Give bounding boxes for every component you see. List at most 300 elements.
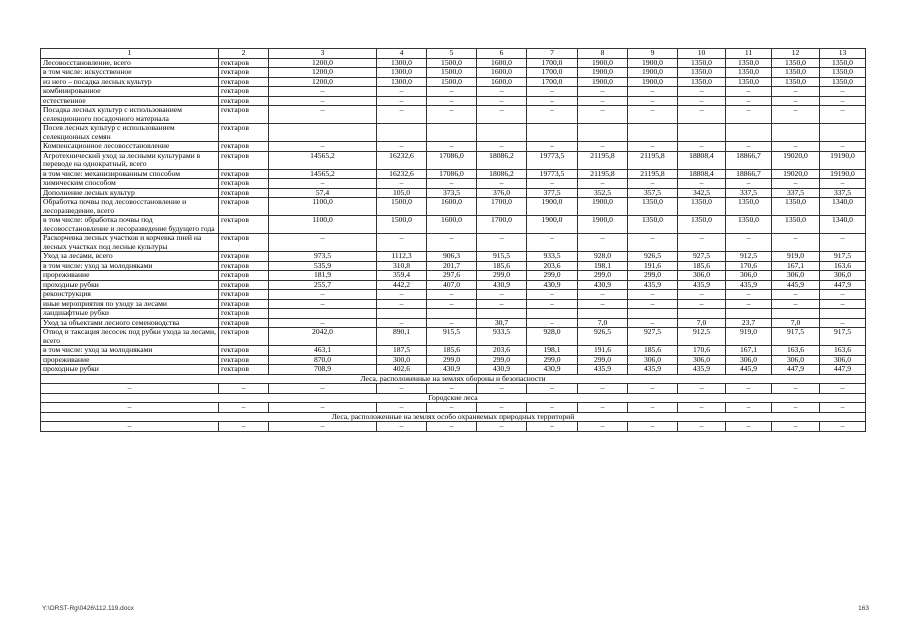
value-cell: 463,1 — [269, 346, 377, 356]
value-cell: 1900,0 — [527, 216, 578, 234]
value-cell: 19190,0 — [820, 151, 866, 169]
value-cell: 1900,0 — [628, 68, 678, 78]
value-cell: 1350,0 — [726, 68, 772, 78]
value-cell: 435,9 — [578, 365, 628, 375]
value-cell: – — [527, 96, 578, 106]
value-cell — [726, 309, 772, 319]
table-row — [41, 422, 866, 432]
value-cell: 1300,0 — [377, 77, 427, 87]
table-row — [41, 280, 866, 290]
value-cell: – — [820, 234, 866, 252]
value-cell: 917,5 — [820, 252, 866, 262]
value-cell: – — [377, 299, 427, 309]
row-label: Агротехнический уход за лесными культурами в переводе на однократный, всего — [41, 151, 219, 169]
table-row — [41, 309, 866, 319]
section-title-row — [41, 412, 866, 422]
table-row — [41, 261, 866, 271]
table-row — [41, 96, 866, 106]
value-cell: – — [820, 318, 866, 328]
value-cell: – — [427, 142, 477, 152]
value-cell: – — [726, 299, 772, 309]
value-cell: 1900,0 — [578, 216, 628, 234]
value-cell: – — [726, 179, 772, 189]
row-unit: гектаров — [219, 87, 269, 97]
row-label: Лесовосстановление, всего — [41, 58, 219, 68]
value-cell: 1350,0 — [678, 68, 726, 78]
value-cell: 435,9 — [726, 280, 772, 290]
value-cell: – — [377, 96, 427, 106]
value-cell: 299,0 — [628, 271, 678, 281]
row-label: в том числе: механизированным способом — [41, 169, 219, 179]
row-unit: гектаров — [219, 234, 269, 252]
value-cell: 373,5 — [427, 188, 477, 198]
row-label: Отвод и таксация лесосек под рубки ухода за лесами, всего — [41, 328, 219, 346]
column-number: 11 — [726, 49, 772, 59]
row-label: иные мероприятия по уходу за лесами — [41, 299, 219, 309]
value-cell: 18866,7 — [726, 169, 772, 179]
value-cell: 377,5 — [527, 188, 578, 198]
value-cell: – — [377, 384, 427, 394]
value-cell: 21195,8 — [628, 151, 678, 169]
value-cell: – — [820, 299, 866, 309]
value-cell: 1350,0 — [820, 77, 866, 87]
value-cell: – — [527, 87, 578, 97]
value-cell: 1500,0 — [377, 198, 427, 216]
section-title: Леса, расположенные на землях особо охраняемых природных территорий — [41, 412, 866, 422]
value-cell: 23,7 — [726, 318, 772, 328]
value-cell: 535,9 — [269, 261, 377, 271]
value-cell — [726, 124, 772, 142]
value-cell: – — [628, 234, 678, 252]
row-unit: гектаров — [219, 188, 269, 198]
value-cell: 18086,2 — [477, 169, 527, 179]
value-cell — [477, 309, 527, 319]
row-unit: гектаров — [219, 142, 269, 152]
value-cell: 300,0 — [377, 355, 427, 365]
column-number: 1 — [41, 49, 219, 59]
value-cell: 19773,5 — [527, 151, 578, 169]
section-title: Леса, расположенные на землях обороны и безопасности — [41, 374, 866, 384]
value-cell: 163,6 — [820, 346, 866, 356]
value-cell: 299,0 — [477, 271, 527, 281]
value-cell: – — [219, 422, 269, 432]
value-cell: 306,0 — [772, 355, 820, 365]
row-unit: гектаров — [219, 355, 269, 365]
row-label: ландшафтные рубки — [41, 309, 219, 319]
value-cell: 1112,3 — [377, 252, 427, 262]
table-row — [41, 365, 866, 375]
value-cell — [427, 124, 477, 142]
value-cell: 1350,0 — [678, 77, 726, 87]
value-cell: 19020,0 — [772, 169, 820, 179]
value-cell: 1200,0 — [269, 58, 377, 68]
value-cell: – — [628, 106, 678, 124]
value-cell: – — [628, 142, 678, 152]
row-unit: гектаров — [219, 328, 269, 346]
value-cell: – — [578, 106, 628, 124]
value-cell: – — [820, 422, 866, 432]
value-cell: 1900,0 — [628, 58, 678, 68]
value-cell: – — [377, 142, 427, 152]
value-cell — [527, 309, 578, 319]
column-number: 6 — [477, 49, 527, 59]
value-cell — [678, 124, 726, 142]
value-cell: 30,7 — [477, 318, 527, 328]
table-row — [41, 124, 866, 142]
column-number: 5 — [427, 49, 477, 59]
value-cell: – — [377, 179, 427, 189]
value-cell: 306,0 — [726, 355, 772, 365]
value-cell: 181,9 — [269, 271, 377, 281]
row-unit: гектаров — [219, 365, 269, 375]
value-cell — [628, 124, 678, 142]
value-cell — [772, 309, 820, 319]
row-label: в том числе: уход за молодняками — [41, 261, 219, 271]
value-cell — [578, 124, 628, 142]
table-row — [41, 106, 866, 124]
value-cell: 163,6 — [772, 346, 820, 356]
value-cell: 201,7 — [427, 261, 477, 271]
value-cell: 430,9 — [477, 365, 527, 375]
value-cell: – — [578, 384, 628, 394]
table-row — [41, 179, 866, 189]
row-label: проходные рубки — [41, 365, 219, 375]
value-cell: 191,6 — [628, 261, 678, 271]
value-cell: 917,5 — [772, 328, 820, 346]
page-number: 163 — [858, 605, 869, 612]
value-cell: 1500,0 — [427, 77, 477, 87]
value-cell: 7,0 — [678, 318, 726, 328]
value-cell: 185,6 — [477, 261, 527, 271]
value-cell: – — [377, 106, 427, 124]
value-cell: – — [477, 403, 527, 413]
value-cell: 933,5 — [477, 328, 527, 346]
value-cell: 185,6 — [427, 346, 477, 356]
value-cell: – — [628, 96, 678, 106]
column-number: 3 — [269, 49, 377, 59]
value-cell: – — [628, 422, 678, 432]
value-cell: – — [678, 299, 726, 309]
table-row — [41, 328, 866, 346]
value-cell: – — [678, 403, 726, 413]
value-cell: 17086,0 — [427, 151, 477, 169]
value-cell: – — [726, 290, 772, 300]
value-cell: 933,5 — [527, 252, 578, 262]
value-cell: 306,0 — [628, 355, 678, 365]
column-number: 10 — [678, 49, 726, 59]
value-cell: – — [269, 96, 377, 106]
footer-file-path: Y:\ORST-Rg\0426\112.119.docx — [42, 605, 134, 612]
value-cell: – — [427, 234, 477, 252]
table-row — [41, 68, 866, 78]
value-cell: – — [527, 422, 578, 432]
row-label: прореживание — [41, 355, 219, 365]
value-cell: – — [772, 403, 820, 413]
value-cell: 430,9 — [578, 280, 628, 290]
value-cell: – — [427, 290, 477, 300]
row-label: химическим способом — [41, 179, 219, 189]
value-cell: – — [527, 384, 578, 394]
row-unit: гектаров — [219, 252, 269, 262]
value-cell: 430,9 — [527, 365, 578, 375]
value-cell: 310,8 — [377, 261, 427, 271]
value-cell: 1350,0 — [772, 68, 820, 78]
value-cell: – — [269, 403, 377, 413]
value-cell: 1700,0 — [477, 216, 527, 234]
value-cell: 7,0 — [772, 318, 820, 328]
row-unit: гектаров — [219, 216, 269, 234]
value-cell: – — [726, 384, 772, 394]
value-cell: – — [726, 87, 772, 97]
table-row — [41, 355, 866, 365]
value-cell: – — [820, 403, 866, 413]
value-cell: 1700,0 — [527, 77, 578, 87]
value-cell: – — [628, 87, 678, 97]
value-cell: 708,9 — [269, 365, 377, 375]
row-unit: гектаров — [219, 179, 269, 189]
value-cell: – — [820, 179, 866, 189]
value-cell: – — [820, 96, 866, 106]
value-cell: – — [269, 422, 377, 432]
row-label: в том числе: уход за молодняками — [41, 346, 219, 356]
table-row — [41, 346, 866, 356]
row-label: комбинированное — [41, 87, 219, 97]
value-cell: 18866,7 — [726, 151, 772, 169]
table-row — [41, 318, 866, 328]
value-cell: 407,0 — [427, 280, 477, 290]
value-cell: 16232,6 — [377, 151, 427, 169]
value-cell: – — [527, 179, 578, 189]
value-cell: – — [269, 142, 377, 152]
value-cell: 1700,0 — [477, 198, 527, 216]
value-cell: 447,9 — [820, 365, 866, 375]
value-cell: 1350,0 — [628, 198, 678, 216]
value-cell: 7,0 — [578, 318, 628, 328]
value-cell: – — [527, 290, 578, 300]
value-cell: 447,9 — [772, 365, 820, 375]
value-cell: – — [269, 384, 377, 394]
row-label: реконструкция — [41, 290, 219, 300]
value-cell: 430,9 — [527, 280, 578, 290]
value-cell: 1600,0 — [427, 216, 477, 234]
value-cell: – — [427, 106, 477, 124]
value-cell: 306,0 — [820, 355, 866, 365]
value-cell: – — [678, 179, 726, 189]
value-cell: – — [628, 299, 678, 309]
value-cell: 442,2 — [377, 280, 427, 290]
value-cell: 1500,0 — [377, 216, 427, 234]
value-cell: 430,9 — [477, 280, 527, 290]
table-row — [41, 188, 866, 198]
value-cell: 1500,0 — [427, 58, 477, 68]
value-cell: 1100,0 — [269, 216, 377, 234]
value-cell: – — [628, 318, 678, 328]
value-cell: 299,0 — [427, 355, 477, 365]
value-cell: 430,9 — [427, 365, 477, 375]
row-label: Дополнение лесных культур — [41, 188, 219, 198]
table-row — [41, 384, 866, 394]
value-cell: – — [269, 290, 377, 300]
value-cell: 928,0 — [527, 328, 578, 346]
row-unit: гектаров — [219, 77, 269, 87]
value-cell: 1100,0 — [269, 198, 377, 216]
value-cell: 1900,0 — [578, 77, 628, 87]
value-cell: 306,0 — [772, 271, 820, 281]
value-cell: – — [427, 384, 477, 394]
value-cell: 14565,2 — [269, 169, 377, 179]
value-cell: 299,0 — [527, 355, 578, 365]
column-number: 8 — [578, 49, 628, 59]
value-cell: – — [628, 384, 678, 394]
value-cell — [678, 309, 726, 319]
value-cell — [477, 124, 527, 142]
value-cell: – — [772, 87, 820, 97]
value-cell: 928,0 — [578, 252, 628, 262]
value-cell: 306,0 — [678, 271, 726, 281]
value-cell: – — [427, 96, 477, 106]
value-cell: – — [772, 299, 820, 309]
value-cell: 352,5 — [578, 188, 628, 198]
value-cell: 16232,6 — [377, 169, 427, 179]
value-cell: – — [772, 290, 820, 300]
value-cell: – — [269, 234, 377, 252]
value-cell: 299,0 — [477, 355, 527, 365]
value-cell: – — [578, 422, 628, 432]
value-cell: – — [427, 422, 477, 432]
row-unit: гектаров — [219, 96, 269, 106]
value-cell: 1350,0 — [678, 198, 726, 216]
value-cell: – — [772, 179, 820, 189]
value-cell: 1900,0 — [578, 58, 628, 68]
value-cell: 435,9 — [628, 280, 678, 290]
value-cell: – — [41, 384, 219, 394]
value-cell: 1300,0 — [377, 68, 427, 78]
value-cell: – — [772, 142, 820, 152]
value-cell: – — [578, 299, 628, 309]
value-cell: 447,9 — [820, 280, 866, 290]
row-label: естественное — [41, 96, 219, 106]
value-cell: – — [477, 87, 527, 97]
value-cell — [578, 309, 628, 319]
value-cell: – — [578, 234, 628, 252]
table-row — [41, 216, 866, 234]
value-cell: – — [628, 403, 678, 413]
value-cell: 185,6 — [678, 261, 726, 271]
value-cell: 342,5 — [678, 188, 726, 198]
value-cell: 926,5 — [628, 252, 678, 262]
value-cell: 906,3 — [427, 252, 477, 262]
value-cell: – — [377, 403, 427, 413]
value-cell: 1350,0 — [726, 58, 772, 68]
table-row — [41, 151, 866, 169]
value-cell: 1350,0 — [628, 216, 678, 234]
table-row — [41, 299, 866, 309]
value-cell: – — [772, 422, 820, 432]
row-unit: гектаров — [219, 68, 269, 78]
value-cell: – — [41, 403, 219, 413]
value-cell: – — [427, 179, 477, 189]
value-cell: – — [477, 422, 527, 432]
value-cell: – — [726, 403, 772, 413]
value-cell: – — [427, 299, 477, 309]
row-unit: гектаров — [219, 299, 269, 309]
value-cell: – — [820, 290, 866, 300]
value-cell: 19020,0 — [772, 151, 820, 169]
value-cell: 18808,4 — [678, 151, 726, 169]
value-cell: 1300,0 — [377, 58, 427, 68]
value-cell: 1350,0 — [772, 198, 820, 216]
value-cell: 1350,0 — [772, 216, 820, 234]
value-cell: 18086,2 — [477, 151, 527, 169]
value-cell: 1900,0 — [628, 77, 678, 87]
value-cell: 1600,0 — [477, 58, 527, 68]
value-cell: – — [678, 234, 726, 252]
value-cell: 170,6 — [678, 346, 726, 356]
value-cell: 18808,4 — [678, 169, 726, 179]
value-cell: 337,5 — [772, 188, 820, 198]
row-unit: гектаров — [219, 124, 269, 142]
table-row — [41, 87, 866, 97]
value-cell: 1900,0 — [578, 198, 628, 216]
value-cell: – — [41, 422, 219, 432]
section-title-row — [41, 374, 866, 384]
value-cell: – — [678, 87, 726, 97]
value-cell — [820, 309, 866, 319]
value-cell: 163,6 — [820, 261, 866, 271]
value-cell: 1600,0 — [477, 77, 527, 87]
table-row — [41, 58, 866, 68]
value-cell: – — [427, 87, 477, 97]
value-cell: 1900,0 — [527, 198, 578, 216]
table-row — [41, 290, 866, 300]
value-cell: 1340,0 — [820, 198, 866, 216]
value-cell: – — [678, 290, 726, 300]
value-cell: 203,6 — [477, 346, 527, 356]
row-label: Уход за объектами лесного семеноводства — [41, 318, 219, 328]
value-cell: 191,6 — [578, 346, 628, 356]
value-cell: – — [377, 234, 427, 252]
value-cell: – — [477, 142, 527, 152]
value-cell — [427, 309, 477, 319]
value-cell: 17086,0 — [427, 169, 477, 179]
row-unit: гектаров — [219, 106, 269, 124]
column-number: 9 — [628, 49, 678, 59]
value-cell: 299,0 — [578, 271, 628, 281]
row-label: Раскорчевка лесных участков и корчевка пней на лесных участках под лесные культуры — [41, 234, 219, 252]
value-cell: 1900,0 — [578, 68, 628, 78]
value-cell: – — [578, 96, 628, 106]
value-cell: 376,0 — [477, 188, 527, 198]
value-cell: 445,9 — [772, 280, 820, 290]
value-cell: 299,0 — [578, 355, 628, 365]
value-cell: 198,1 — [578, 261, 628, 271]
value-cell: 297,6 — [427, 271, 477, 281]
row-label: прореживание — [41, 271, 219, 281]
value-cell: 1500,0 — [427, 68, 477, 78]
value-cell: – — [578, 142, 628, 152]
value-cell: – — [578, 87, 628, 97]
value-cell: 167,1 — [726, 346, 772, 356]
row-unit: гектаров — [219, 151, 269, 169]
value-cell: – — [477, 290, 527, 300]
value-cell: 357,5 — [628, 188, 678, 198]
value-cell: 359,4 — [377, 271, 427, 281]
value-cell — [377, 309, 427, 319]
row-unit: гектаров — [219, 290, 269, 300]
value-cell: 1350,0 — [726, 216, 772, 234]
column-number: 4 — [377, 49, 427, 59]
value-cell: 167,1 — [772, 261, 820, 271]
